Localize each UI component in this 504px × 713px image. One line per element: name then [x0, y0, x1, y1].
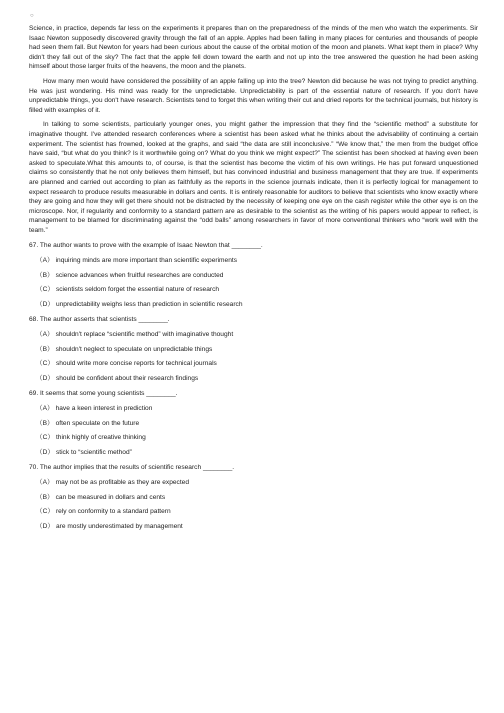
option-letter: （A）: [36, 331, 54, 339]
option: [29, 359, 478, 369]
option-text: should write more concise reports for technical journals: [55, 360, 217, 368]
option-text: think highly of creative thinking: [55, 434, 146, 442]
option: [29, 330, 478, 340]
option-text: should be confident about their research findings: [55, 374, 199, 382]
option-letter: （B）: [36, 419, 54, 427]
option: [29, 285, 478, 295]
option-letter: （B）: [36, 345, 54, 353]
option-letter: （A）: [36, 405, 54, 412]
question-68: [29, 314, 478, 383]
option-letter: （A）: [36, 478, 54, 486]
option: [29, 507, 478, 517]
option-text: often speculate on the future: [55, 419, 140, 427]
option: [29, 522, 478, 532]
option-letter: （D）: [36, 374, 54, 382]
option-letter: （C）: [36, 360, 54, 368]
paragraph: How many men would have considered the possibility of an apple falling up into the tree? Newton did because he was not trying to predict anything. He was just wondering. His mind was ready for the unpredictable. Unpredictability is part of the essential nature of research. If you don't have unpredictable things, you don't have research. Scientists tend to forget this when writing their cut and dried reports for the technical journals, but history is filled with examples of it.: [29, 77, 478, 114]
option: [29, 345, 478, 355]
option-text: can be measured in dollars and cents: [55, 493, 166, 501]
option-letter: （B）: [36, 271, 54, 279]
option-text: shouldn't replace “scientific method” with imaginative thought: [55, 331, 234, 339]
option-text: are mostly underestimated by management: [55, 522, 183, 530]
option: [29, 419, 478, 429]
document-page: [29, 14, 478, 536]
option-letter: （B）: [36, 493, 54, 501]
option: [29, 478, 478, 488]
question-70: [29, 462, 478, 531]
option-text: scientists seldom forget the essential nature of research: [55, 286, 220, 294]
option-text: inquiring minds are more important than scientific experiments: [55, 257, 238, 265]
option: [29, 433, 478, 443]
option-letter: （C）: [36, 434, 54, 442]
option-text: stick to “scientific method”: [55, 448, 132, 456]
question-67: [29, 240, 478, 309]
question-stem: 67. The author wants to prove with the example of Isaac Newton that ________.: [29, 242, 263, 250]
option-letter: （A）: [36, 257, 54, 265]
option-text: rely on conformity to a standard pattern: [55, 508, 171, 516]
paragraph: In talking to some scientists, particularly younger ones, you might gather the impression that they find the “scientific method” a substitute for imaginative thought. I've attended research conferences where a scientist has been asked what he thinks about the advisability of continuing a certain experiment. The scientist has frowned, looked at the graphs, and said “the data are still inconclusive.” “We know that,” the men from the budget office have said, “but what do you think? Is it worthwhile going on? What do you think we might expect?” The scientist has been shocked at having even been asked to speculate.What this amounts to, of course, is that the scientist has become the victim of his own writings. He has put forward unquestioned claims so consistently that he not only believes them himself, but has convinced industrial and business management that they are true. If experiments are planned and carried out according to plan as faithfully as the reports in the science journals indicate, then it is perfectly logical for management to expect research to produce results measurable in dollars and cents. It is entirely reasonable for auditors to believe that scientists who know exactly where they are going and how they will get there should not be distracted by the necessity of keeping one eye on the cash register while the other eye is on the microscope. Nor, if regularity and conformity to a standard pattern are as desirable to the scientist as the writing of his papers would appear to reflect, is management to be blamed for discriminating against the “odd balls” among researchers in favor of more conventional thinkers who “work well with the team.”: [29, 121, 478, 234]
question-69: [29, 388, 478, 457]
option: [29, 300, 478, 310]
option-letter: （D）: [36, 300, 54, 308]
option-text: shouldn't neglect to speculate on unpredictable things: [55, 345, 213, 353]
question-stem: 69. It seems that some young scientists ________.: [29, 390, 178, 398]
option: [29, 271, 478, 281]
paragraph: Science, in practice, depends far less on the experiments it prepares than on the preparedness of the minds of the men who watch the experiments. Sir Isaac Newton supposedly discovered gravity through the fall of an apple. Apples had been falling in many places for centuries and thousands of people had seen them fall. But Newton for years had been curious about the cause of the orbital motion of the moon and planets. What kept them in place? Why didn't they fall out of the sky? The fact that the apple fell down toward the earth and not up into the tree answered the question he had been asking himself about those larger fruits of the heavens, the moon and the planets.: [29, 25, 478, 71]
option-letter: （D）: [36, 448, 54, 456]
option-letter: （C）: [36, 508, 54, 516]
option-letter: （D）: [36, 522, 54, 530]
option-letter: （C）: [36, 286, 54, 294]
page-mark: ○: [30, 13, 34, 19]
option: [29, 493, 478, 503]
option: [29, 374, 478, 384]
option: [29, 448, 478, 458]
option-text: have a keen interest in prediction: [55, 405, 153, 412]
option-text: unpredictability weighs less than prediction in scientific research: [55, 300, 243, 308]
question-stem: 70. The author implies that the results of scientific research ________.: [29, 464, 235, 472]
option-text: science advances when fruitful researches are conducted: [55, 271, 224, 279]
question-stem: 68. The author asserts that scientists ________.: [29, 316, 170, 324]
option-text: may not be as profitable as they are expected: [55, 478, 190, 486]
option: [29, 404, 478, 414]
option: [29, 256, 478, 266]
